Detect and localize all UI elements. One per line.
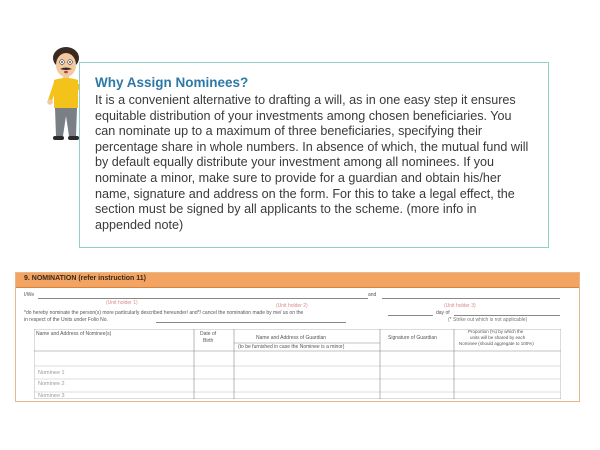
unit-holder-3-label: (Unit holder 3) xyxy=(444,303,476,309)
folio-statement: in respect of the Units under Folio No. xyxy=(24,317,108,323)
unit-holder-1-label: (Unit holder 1) xyxy=(106,300,138,306)
form-section-title: 9. NOMINATION (refer instruction 11) xyxy=(24,275,146,282)
folio-number-line xyxy=(156,322,346,323)
nominate-statement: *do hereby nominate the person(s) more particularly described hereunder/ and*/ cancel the nomination made by me/ us on the xyxy=(24,310,304,316)
callout-title: Why Assign Nominees? xyxy=(95,75,249,90)
nomination-form xyxy=(15,272,580,402)
col-birth: Birth xyxy=(203,338,214,344)
col-guardian-signature: Signature of Guardian xyxy=(388,335,437,341)
unit-holder-2-label: (Unit holder 2) xyxy=(276,303,308,309)
col-guardian-note: (to be furnished in case the Nominee is a minor) xyxy=(238,344,345,350)
month-line xyxy=(454,315,560,316)
we-name-line xyxy=(38,298,368,299)
nominee-row-3: Nominee 3 xyxy=(38,393,65,399)
col-proportion-line3: Nominee (should aggregate to 100%) xyxy=(459,341,534,346)
nominee-row-1: Nominee 1 xyxy=(38,370,65,376)
nominee-row-2: Nominee 2 xyxy=(38,381,65,387)
day-of-label: day of xyxy=(436,310,450,316)
strike-out-note: (* Strike out which is not applicable) xyxy=(448,317,528,323)
and-name-line xyxy=(382,298,560,299)
form-section-header xyxy=(16,273,579,288)
and-label: and xyxy=(368,292,377,298)
col-proportion-line2: units will be shared by each xyxy=(470,335,526,340)
info-callout-box xyxy=(79,62,549,248)
col-date-of: Date of xyxy=(200,331,217,337)
col-nominee-name: Name and Address of Nominee(s) xyxy=(36,331,112,337)
we-label: I/We xyxy=(24,292,35,298)
col-proportion-line1: Proportion (%) by which the xyxy=(468,329,524,334)
date-line xyxy=(388,315,433,316)
col-guardian-name: Name and Address of Guardian xyxy=(256,335,327,341)
callout-body-text: It is a convenient alternative to drafting a will, as in one easy step it ensures equitable distribution of your investments among chosen beneficiaries. You can nominate up to a maximum of three beneficiaries, specifying their percentage share in whole numbers. In absence of which, the mutual fund will by default equally distribute your investment among all nominees. If you nominate a minor, make sure to provide for a guardian and obtain his/her name, signature and address on the form. For this to take a legal effect, the section must be signed by all applicants to the scheme. (more info in appended note) xyxy=(95,93,529,232)
